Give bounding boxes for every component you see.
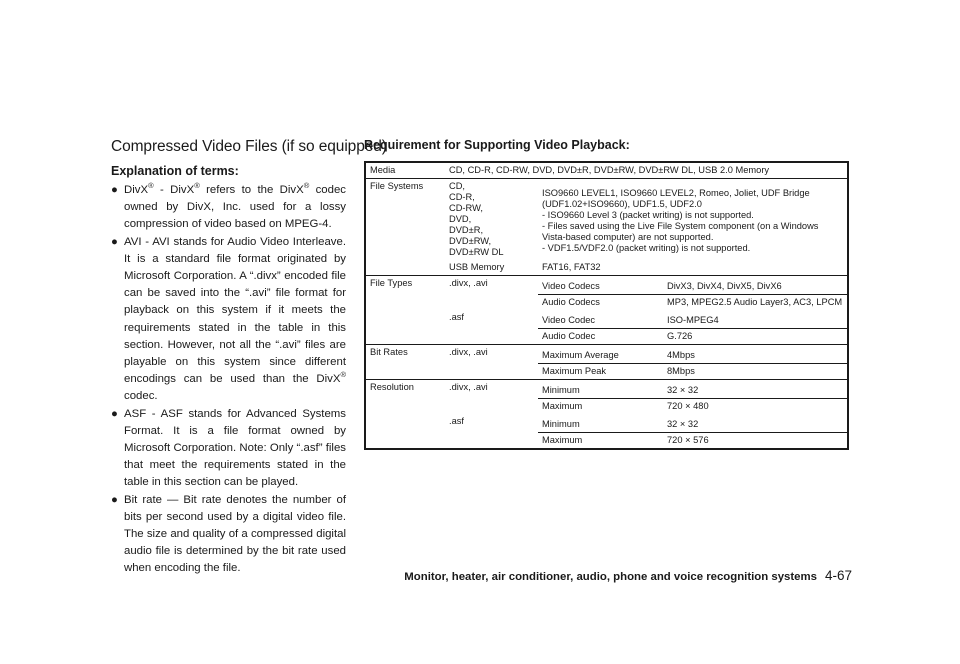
explanation-title: Explanation of terms: bbox=[111, 164, 239, 178]
table-row: Bit Rates .divx, .avi Maximum Average 4Mbps bbox=[370, 347, 695, 360]
table-row: File Types .divx, .avi Video Codecs DivX3, DivX4, DivX5, DivX6 bbox=[370, 278, 782, 291]
bullet-bitrate: ● Bit rate — Bit rate denotes the number of bits per second used by a digital video file. The size and quality of a compressed digital audio file is determined by the bit rate used when encoding the file. bbox=[111, 493, 346, 575]
bullet-divx: ● DivX® - DivX® refers to the DivX® codec owned by DivX, Inc. used for a lossy compression of video based on MPEG-4. bbox=[111, 181, 346, 231]
requirements-table bbox=[364, 161, 849, 450]
table-row: File Systems CD, CD-R, CD-RW, DVD, DVD±R, DVD±RW, DVD±RW DL ISO9660 LEVEL1, ISO9660 LEVEL2, Romeo, Joliet, UDF Bridge (UDF1.02+ISO9660), UDF1.5, UDF2.0 - ISO9660 Level 3 (packet writing) is not supported. - Files saved using the Live File System component (on a Windows Vista-based computer) are not supported. - VDF1.5/VDF2.0 (packet writing) is not supported. bbox=[370, 181, 819, 257]
right-column bbox=[364, 138, 852, 450]
bullet-dot: ● bbox=[111, 407, 118, 420]
section-title: Compressed Video Files (if so equipped) bbox=[111, 138, 387, 155]
table-row: Resolution .divx, .avi Minimum 32 × 32 bbox=[370, 382, 699, 395]
table-row: .asf Minimum 32 × 32 bbox=[449, 416, 699, 429]
table-row: Maximum 720 × 576 bbox=[365, 433, 848, 450]
footer-section-title: Monitor, heater, air conditioner, audio, phone and voice recognition systems bbox=[404, 571, 817, 583]
table-row: .asf Video Codec ISO-MPEG4 bbox=[449, 312, 719, 325]
bullet-dot: ● bbox=[111, 184, 118, 196]
page-footer bbox=[404, 568, 852, 583]
page-number: 4-67 bbox=[824, 568, 852, 583]
table-row: Maximum 720 × 480 bbox=[365, 399, 848, 415]
table-row: Audio Codec G.726 bbox=[365, 329, 848, 345]
bullet-asf: ● ASF - ASF stands for Advanced Systems Format. It is a file format owned by Microsoft Corporation. Note: Only “.asf” files that meet the requirements stated in the table in this section can be played. bbox=[111, 407, 346, 489]
table-row: Media CD, CD-R, CD-RW, DVD, DVD±R, DVD±RW, DVD±RW DL, USB 2.0 Memory bbox=[365, 162, 848, 179]
bullet-dot: ● bbox=[111, 235, 118, 248]
table-row: Maximum Peak 8Mbps bbox=[365, 364, 848, 380]
left-column bbox=[111, 138, 387, 578]
table-row: USB Memory FAT16, FAT32 bbox=[365, 260, 848, 276]
bullet-dot: ● bbox=[111, 493, 118, 506]
table-row: Audio Codecs MP3, MPEG2.5 Audio Layer3, AC3, LPCM bbox=[365, 295, 848, 311]
requirements-title: Requirement for Supporting Video Playback: bbox=[364, 138, 630, 152]
bullet-avi: ● AVI - AVI stands for Audio Video Interleave. It is a standard file format originated by Microsoft Corporation. A “.divx” encoded file can be saved into the “.avi” file format for playback on this system if it meets the requirements stated in the table in this section. However, not all the “.avi” files are playable on this system since different encodings can be used than the DivX® codec. bbox=[111, 235, 346, 403]
